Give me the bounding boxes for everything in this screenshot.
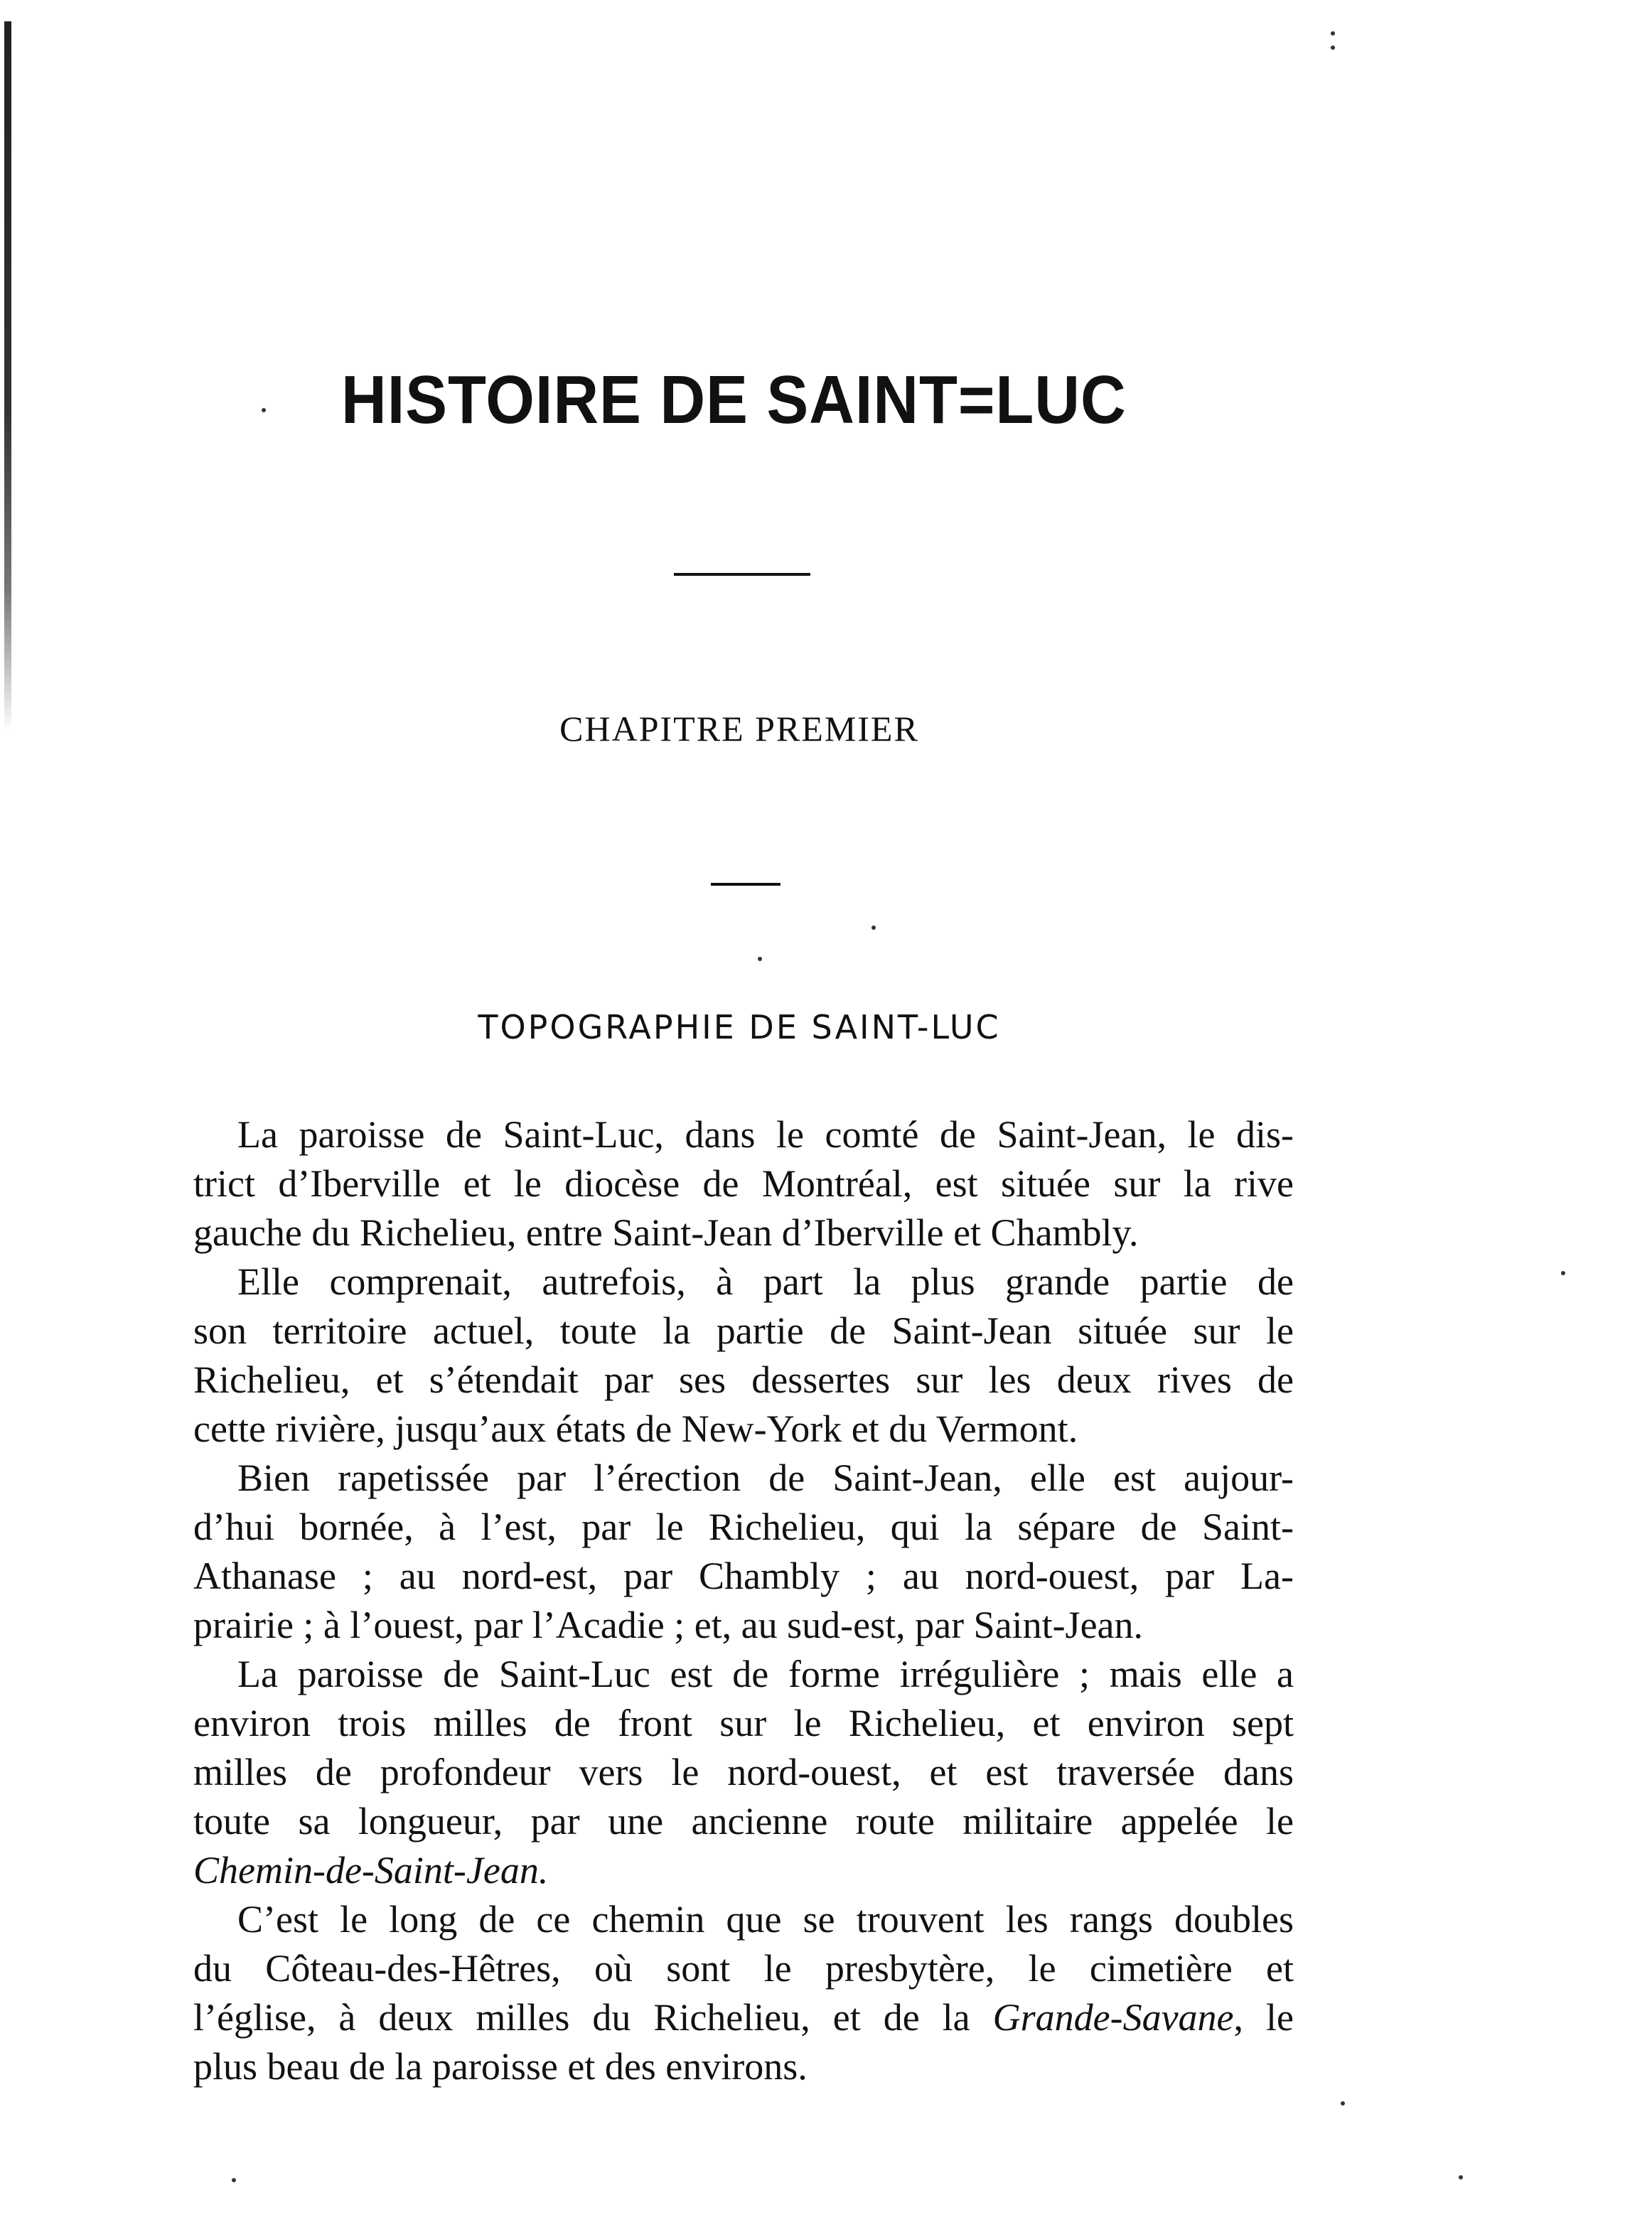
text-line: prairie ; à l’ouest, par l’Acadie ; et, au sud-est, par Saint-Jean. [193, 1604, 1143, 1646]
text-line [193, 1846, 1294, 1895]
italic-text: Grande-Savane [992, 1996, 1234, 2039]
speck [1331, 31, 1335, 36]
text-segment: , le [1233, 1996, 1294, 2039]
text-line [193, 1993, 1294, 2042]
text-line: Athanase ; au nord-est, par Chambly ; au nord-ouest, par La- [193, 1555, 1294, 1597]
text-line: Elle comprenait, autrefois, à part la plus grande partie de [237, 1260, 1294, 1303]
text-line: Bien rapetissée par l’érection de Saint-Jean, elle est aujour- [237, 1457, 1294, 1499]
speck [1331, 45, 1335, 50]
text-segment: l’église, à deux milles du Richelieu, et de la [193, 1996, 970, 2039]
text-line: du Côteau-des-Hêtres, où sont le presbytère, le cimetière et [193, 1947, 1294, 1990]
text-line: La paroisse de Saint-Luc, dans le comté de Saint-Jean, le dis- [237, 1113, 1294, 1156]
speck [262, 408, 266, 412]
text-line: trict d’Iberville et le diocèse de Montréal, est située sur la rive [193, 1162, 1294, 1205]
text-line: C’est le long de ce chemin que se trouvent les rangs doubles [237, 1898, 1294, 1941]
text-line: son territoire actuel, toute la partie de Saint-Jean située sur le [193, 1309, 1294, 1352]
text-line: cette rivière, jusqu’aux états de New-York et du Vermont. [193, 1407, 1078, 1450]
text-line: Richelieu, et s’étendait par ses dessertes sur les deux rives de [193, 1358, 1294, 1401]
speck [1459, 2175, 1463, 2179]
text-line: environ trois milles de front sur le Richelieu, et environ sept [193, 1702, 1294, 1744]
text-line: La paroisse de Saint-Luc est de forme irrégulière ; mais elle a [237, 1653, 1294, 1695]
text-line: plus beau de la paroisse et des environs. [193, 2045, 808, 2088]
text-line: toute sa longueur, par une ancienne route militaire appelée le [193, 1800, 1294, 1843]
speck [1341, 2101, 1345, 2106]
speck [1561, 1271, 1565, 1275]
book-title: HISTOIRE DE SAINT=LUC [341, 362, 1127, 438]
chapter-heading: CHAPITRE PREMIER [559, 709, 919, 749]
title-rule [674, 573, 810, 576]
text-line: milles de profondeur vers le nord-ouest, et est traversée dans [193, 1751, 1294, 1793]
text-line: gauche du Richelieu, entre Saint-Jean d’Iberville et Chambly. [193, 1211, 1139, 1254]
speck [232, 2178, 236, 2182]
speck [758, 957, 762, 961]
italic-text: Chemin-de-Saint-Jean. [193, 1849, 549, 1892]
body-text [193, 1110, 1294, 2091]
chapter-rule [711, 883, 781, 886]
text-line: d’hui bornée, à l’est, par le Richelieu, qui la sépare de Saint- [193, 1506, 1294, 1548]
scan-page-edge [4, 21, 11, 732]
speck [871, 926, 876, 930]
section-heading: TOPOGRAPHIE DE SAINT-LUC [478, 1008, 1001, 1046]
